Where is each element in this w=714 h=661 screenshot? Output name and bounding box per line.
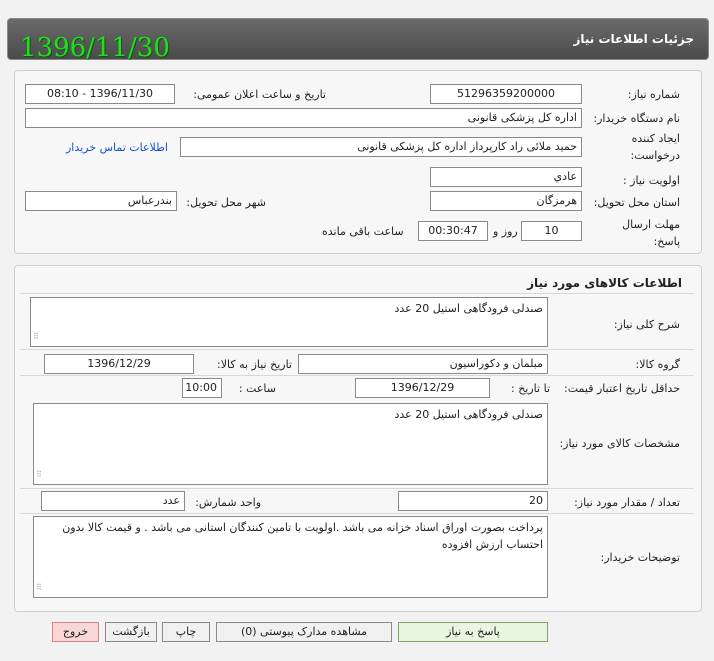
province-field: هرمزگان	[430, 191, 582, 211]
days-word: روز و	[493, 225, 518, 238]
specs-text: صندلی فرودگاهی استیل 20 عدد	[394, 408, 543, 421]
resize-grip-icon[interactable]: ⠿	[36, 470, 42, 479]
deadline-label-2: پاسخ:	[653, 235, 680, 248]
print-button[interactable]: چاپ	[162, 622, 210, 642]
buyer-notes-textarea[interactable]	[33, 516, 548, 598]
need-date-field: 1396/12/29	[44, 354, 194, 374]
province-label: استان محل تحویل:	[593, 196, 680, 209]
remaining-text: ساعت باقی مانده	[322, 225, 404, 238]
validity-date-field: 1396/12/29	[355, 378, 490, 398]
summary-label: شرح کلی نیاز:	[613, 318, 680, 331]
city-label: شهر محل تحویل:	[186, 196, 266, 209]
qty-label: تعداد / مقدار مورد نیاز:	[574, 496, 680, 509]
attachments-button[interactable]: مشاهده مدارک پیوستی (0)	[216, 622, 392, 642]
summary-text: صندلی فرودگاهی استیل 20 عدد	[394, 302, 543, 315]
header-bar	[7, 18, 709, 63]
validity-time-label: ساعت :	[238, 382, 276, 395]
specs-textarea[interactable]	[33, 403, 548, 485]
need-number-field: 1296359200000‏5	[430, 84, 582, 104]
divider-4	[20, 513, 694, 514]
divider-3	[20, 488, 694, 489]
buyer-notes-label: توضیحات خریدار:	[600, 551, 680, 564]
deadline-days-field: 10	[521, 221, 582, 241]
resize-grip-icon[interactable]: ⠿	[36, 583, 42, 592]
unit-label: واحد شمارش:	[195, 496, 261, 509]
divider-2	[20, 375, 694, 376]
divider-1	[20, 349, 694, 350]
header-date: 1396/11/30	[20, 33, 170, 63]
deadline-time-field: 00:30:47	[418, 221, 488, 241]
specs-label: مشخصات کالای مورد نیاز:	[559, 437, 680, 450]
group-field: مبلمان و دکوراسیون	[298, 354, 548, 374]
validity-time-field: 10:00	[182, 378, 222, 398]
creator-label-1: ایجاد کننده	[631, 132, 680, 145]
priority-label: اولویت نیاز :	[622, 174, 680, 187]
until-date-label: تا تاریخ :	[511, 382, 550, 395]
priority-field: عادي	[430, 167, 582, 187]
back-button[interactable]: بازگشت	[105, 622, 157, 642]
reply-button[interactable]: پاسخ به نیاز	[398, 622, 548, 642]
exit-button[interactable]: خروج	[52, 622, 99, 642]
buyer-org-label: نام دستگاه خریدار:	[593, 112, 680, 125]
announce-field: 1396/11/30 - 08:10	[25, 84, 175, 104]
buyer-org-field: اداره کل پزشکی قانونی	[25, 108, 582, 128]
buyer-contact-link[interactable]: اطلاعات تماس خریدار	[66, 141, 168, 154]
goods-section-title: اطلاعات کالاهای مورد نیاز	[527, 276, 682, 290]
announce-label: تاریخ و ساعت اعلان عمومی:	[193, 88, 326, 101]
creator-field: حمید ملائی راد کارپرداز اداره کل پزشکی قانونی	[180, 137, 582, 157]
group-label: گروه کالا:	[635, 358, 680, 371]
qty-field: 20	[398, 491, 548, 511]
need-date-label: تاریخ نیاز به کالا:	[217, 358, 292, 371]
summary-textarea[interactable]	[30, 297, 548, 347]
creator-label-2: درخواست:	[630, 149, 680, 162]
page-title: جزئیات اطلاعات نیاز	[573, 32, 694, 46]
need-number-label: شماره نیاز:	[627, 88, 680, 101]
city-field: بندرعباس	[25, 191, 177, 211]
unit-field: عدد	[41, 491, 185, 511]
goods-section-divider	[20, 293, 694, 294]
resize-grip-icon[interactable]: ⠿	[33, 332, 39, 341]
deadline-label-1: مهلت ارسال	[622, 218, 680, 231]
validity-label: حداقل تاریخ اعتبار قیمت:	[564, 382, 680, 395]
buyer-notes-text: پرداخت بصورت اوراق اسناد خزانه می باشد .اولویت با تامین کنندگان استانی می باشد . و قیمت کالا بدون احتساب ارزش افزوده	[62, 521, 543, 551]
